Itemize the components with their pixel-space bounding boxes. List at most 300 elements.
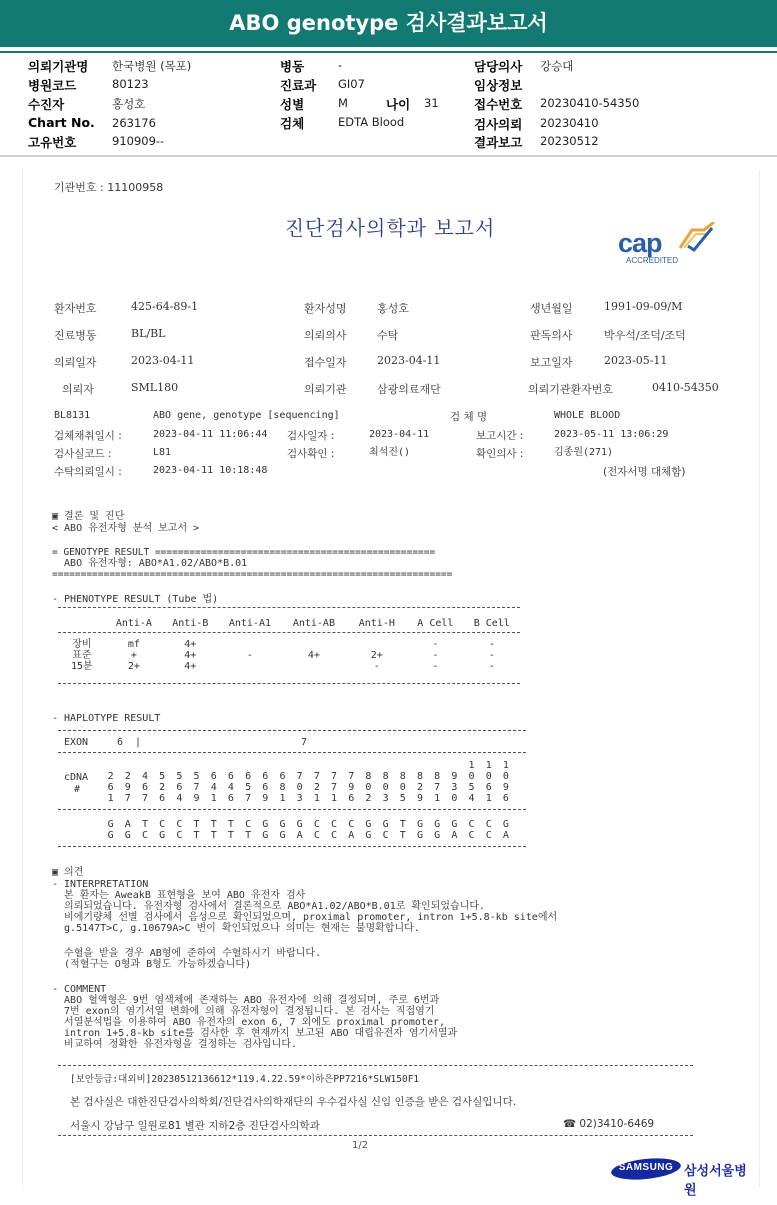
collect-value: 2023-04-11 11:06:44: [153, 429, 268, 440]
security-line: [보안등급:대외비]20230512136612*119.4.22.59*이하은PP7216*SLW150F1: [70, 1074, 420, 1085]
specimen-label: 검 체 명: [450, 411, 488, 423]
cdna-digit: [119, 760, 136, 771]
allele-base: T: [141, 819, 148, 830]
phenotype-cell: -: [246, 650, 253, 661]
cdna-row: [102, 793, 515, 804]
cdna-digit: 1: [468, 760, 475, 771]
phenotype-heading: - PHENOTYPE RESULT (Tube 법): [52, 594, 219, 605]
phenotype-col-header: Anti-H: [358, 618, 395, 629]
allele-base: C: [348, 819, 355, 830]
report-title: 진단검사의학과 보고서: [284, 216, 496, 240]
samsung-hospital-logo: [610, 1157, 750, 1198]
cdna-digit: 0: [502, 771, 509, 782]
info-label: 검체: [280, 116, 305, 131]
cdna-digit: 7: [124, 793, 131, 804]
patient-label: 접수일자: [304, 356, 347, 369]
rule: [58, 607, 520, 608]
patient-value: 2023-04-11: [131, 354, 195, 367]
phenotype-cell: 15분: [71, 661, 93, 672]
cdna-digit: [205, 760, 222, 771]
allele-base: T: [193, 819, 200, 830]
cdna-digit: 1: [434, 793, 441, 804]
rule: [58, 752, 526, 753]
allele-table: [102, 819, 515, 841]
cdna-digit: 9: [124, 782, 131, 793]
comment-line: 7번 exon의 염기서열 변화에 의해 유전자형이 결정됩니다. 본 검사는 직접염기: [52, 1006, 435, 1017]
phenotype-cell: 표준: [72, 650, 92, 661]
cdna-digit: 1: [502, 760, 509, 771]
exam-date-value: 2023-04-11: [369, 429, 430, 440]
allele-base: C: [159, 819, 166, 830]
phenotype-cell: -: [488, 661, 495, 672]
cdna-digit: 2: [124, 771, 131, 782]
info-value: 910909--: [112, 134, 165, 148]
consign-label: 수탁의뢰일시 :: [54, 466, 122, 478]
cdna-digit: 6: [279, 771, 286, 782]
cdna-digit: 6: [502, 793, 509, 804]
cdna-hash: #: [74, 784, 81, 795]
genotype-end-rule: ======================================================================: [52, 569, 453, 580]
cdna-digit: 4: [141, 771, 148, 782]
table-row: [58, 650, 520, 661]
allele-base: T: [210, 819, 217, 830]
cdna-digit: 6: [159, 793, 166, 804]
allele-base: A: [502, 830, 509, 841]
info-label: 담당의사: [474, 59, 523, 74]
cdna-digit: [394, 760, 411, 771]
cdna-digit: [222, 760, 239, 771]
cdna-digit: 6: [348, 793, 355, 804]
allele-base: G: [451, 819, 458, 830]
phenotype-cell: 2+: [370, 650, 383, 661]
cdna-digit: 6: [262, 782, 269, 793]
comment-heading: - COMMENT: [52, 984, 107, 995]
info-value: -: [338, 58, 343, 72]
phenotype-col-header: Anti-B: [172, 618, 209, 629]
cdna-digit: [274, 760, 291, 771]
cdna-digit: 8: [434, 771, 441, 782]
cdna-digit: [154, 760, 171, 771]
test-name: ABO gene, genotype [sequencing]: [153, 410, 340, 421]
cdna-digit: 1: [279, 793, 286, 804]
phenotype-cell: [346, 639, 407, 650]
allele-base: T: [227, 830, 234, 841]
cdna-digit: 8: [382, 771, 389, 782]
cdna-digit: 6: [210, 771, 217, 782]
allele-base: A: [451, 830, 458, 841]
patient-value: 0410-54350: [652, 381, 719, 394]
allele-base: C: [468, 819, 475, 830]
cdna-digit: 1: [313, 793, 320, 804]
cdna-digit: [136, 760, 153, 771]
cdna-digit: [308, 760, 325, 771]
cdna-digit: [360, 760, 377, 771]
phenotype-cell: 4+: [184, 650, 197, 661]
allele-base: A: [348, 830, 355, 841]
phenotype-cell: [281, 639, 346, 650]
phenotype-col-header: Anti-AB: [292, 618, 335, 629]
cdna-digit: 7: [141, 793, 148, 804]
phenotype-cell: -: [488, 639, 495, 650]
allele-base: G: [279, 830, 286, 841]
phenotype-col-header: Anti-A1: [228, 618, 271, 629]
comment-line: 비교하여 정확한 유전자형을 결정하는 검사입니다.: [52, 1039, 298, 1050]
room-label: 검사실코드 :: [54, 448, 112, 460]
opinion-heading: ▣ 의견: [52, 867, 84, 878]
cdna-digit: 1: [331, 793, 338, 804]
interpretation-line: g.5147T>C, g.10679A>C 변이 확인되었으나 의미는 현재는 불명확합니다.: [52, 923, 420, 934]
cdna-digit: 7: [313, 771, 320, 782]
age-value: 31: [424, 96, 439, 110]
allele-base: G: [124, 830, 131, 841]
comment-line: ABO 혈액형은 9번 염색체에 존재하는 ABO 유전자에 의해 결정되며, 주로 6번과: [52, 995, 440, 1006]
phenotype-col-header: B Cell: [473, 618, 510, 629]
phenotype-col-header: Anti-A: [115, 618, 152, 629]
patient-value: 홍성호: [377, 302, 409, 315]
cdna-digit: 9: [416, 793, 423, 804]
rule: [58, 1135, 693, 1136]
cdna-digit: 8: [399, 771, 406, 782]
cdna-digit: 5: [245, 782, 252, 793]
haplotype-heading: - HAPLOTYPE RESULT: [52, 713, 161, 724]
table-row: [58, 661, 520, 672]
cdna-digit: 6: [485, 782, 492, 793]
info-value: 263176: [112, 116, 156, 130]
cdna-digit: [188, 760, 205, 771]
cdna-digit: 6: [227, 771, 234, 782]
phenotype-table: [58, 618, 520, 672]
cdna-digit: 6: [107, 782, 114, 793]
comment-line: 서열분석법을 이용하여 ABO 유전자의 exon 6, 7 외에도 proximal promoter,: [52, 1017, 445, 1028]
allele-row: [102, 819, 515, 830]
cdna-digit: 3: [296, 793, 303, 804]
phenotype-cell: -: [488, 650, 495, 661]
result-subheading: < ABO 유전자형 분석 보고서 >: [52, 523, 200, 534]
patient-value: 425-64-89-1: [131, 300, 199, 313]
info-value: 20230410-54350: [540, 96, 640, 110]
info-value: EDTA Blood: [338, 115, 405, 129]
cdna-digit: 0: [296, 782, 303, 793]
allele-base: C: [176, 819, 183, 830]
patient-label: 의뢰자: [62, 383, 94, 396]
cdna-digit: 0: [451, 793, 458, 804]
cdna-digit: [171, 760, 188, 771]
phenotype-col-header: A Cell: [417, 618, 454, 629]
cdna-digit: 4: [227, 782, 234, 793]
allele-base: G: [107, 830, 114, 841]
allele-base: C: [141, 830, 148, 841]
exon-6-marker: 6 |: [117, 737, 142, 748]
cdna-digit: 4: [176, 793, 183, 804]
cdna-digit: 7: [331, 782, 338, 793]
exam-date-label: 검사일자 :: [287, 430, 335, 442]
exon-label: EXON: [64, 737, 89, 748]
patient-label: 생년월일: [530, 302, 573, 315]
cdna-digit: 0: [382, 782, 389, 793]
info-value: 80123: [112, 77, 149, 91]
allele-base: C: [485, 830, 492, 841]
cdna-row: [102, 782, 515, 793]
cdna-digit: 4: [210, 782, 217, 793]
patient-label: 의뢰일자: [54, 356, 97, 369]
cdna-digit: 9: [193, 793, 200, 804]
allele-base: T: [210, 830, 217, 841]
info-label: 병원코드: [28, 78, 77, 93]
patient-value: 박우석/조덕/조덕: [604, 329, 686, 342]
comment-line: intron 1+5.8-kb site를 검사한 후 현재까지 보고된 ABO 대립유전자 염기서열과: [52, 1028, 458, 1039]
cdna-digit: 8: [365, 771, 372, 782]
cdna-digit: [325, 760, 342, 771]
rule: [58, 730, 526, 731]
exon-7-marker: 7: [301, 737, 308, 748]
info-label: Chart No.: [28, 115, 95, 130]
phenotype-cell: 2+: [127, 661, 140, 672]
cdna-digit: 9: [262, 793, 269, 804]
rule: [58, 846, 526, 847]
cdna-digit: 5: [193, 771, 200, 782]
collect-label: 검체채취일시 :: [54, 430, 122, 442]
info-label: 검사의뢰: [474, 117, 523, 132]
allele-base: C: [245, 819, 252, 830]
allele-base: G: [502, 819, 509, 830]
info-value: 강승대: [540, 59, 574, 73]
info-label: 결과보고: [474, 135, 523, 150]
phenotype-cell: mf: [127, 639, 140, 650]
cdna-digit: [429, 760, 446, 771]
cap-accredited-logo: [618, 222, 718, 268]
interpretation-line: 비에기량체 선별 검사에서 음성으로 확인되었으며, proximal promoter, intron 1+5.8-kb site에서: [52, 912, 558, 923]
cdna-digit: [102, 760, 119, 771]
cdna-digit: [257, 760, 274, 771]
cdna-digit: 5: [468, 782, 475, 793]
cdna-digit: 6: [141, 782, 148, 793]
cdna-digit: 0: [485, 771, 492, 782]
cdna-digit: 2: [159, 782, 166, 793]
test-code: BL8131: [54, 410, 91, 421]
interpretation-line: 의뢰되었습니다. 유전자형 검사에서 결론적으로 ABO*A1.02/ABO*B.01로 확인되었습니다.: [52, 901, 486, 912]
interpretation-line: 수혈을 받을 경우 AB형에 준하여 수혈하시기 바랍니다.: [52, 948, 322, 959]
header-divider: [0, 51, 777, 53]
cdna-digit: 7: [296, 771, 303, 782]
cdna-digit: 5: [176, 771, 183, 782]
cdna-digit: 0: [365, 782, 372, 793]
patient-label: 의뢰의사: [304, 329, 347, 342]
rule: [58, 809, 526, 810]
cdna-row: [102, 760, 515, 771]
cdna-digit: 3: [451, 782, 458, 793]
phone-text: ☎ 02)3410-6469: [563, 1118, 655, 1130]
address-text: 서울시 강남구 일원로81 별관 지하2층 진단검사의학과: [70, 1120, 320, 1132]
phenotype-cell: [281, 661, 346, 672]
samsung-text: SAMSUNG: [618, 1162, 674, 1173]
cdna-digit: 8: [279, 782, 286, 793]
cdna-digit: 7: [434, 782, 441, 793]
genotype-heading: = GENOTYPE RESULT =================================================: [52, 547, 436, 558]
allele-base: A: [124, 819, 131, 830]
allele-base: A: [296, 830, 303, 841]
interpretation-line: 본 환자는 AweakB 표현형을 보여 ABO 유전자 검사: [52, 890, 306, 901]
consign-value: 2023-04-11 10:18:48: [153, 465, 268, 476]
allele-base: G: [382, 819, 389, 830]
allele-base: C: [313, 819, 320, 830]
info-value: M: [338, 96, 348, 110]
allele-base: C: [331, 819, 338, 830]
info-value: 20230410: [540, 116, 599, 130]
cdna-digit: 1: [485, 760, 492, 771]
cdna-digit: 9: [451, 771, 458, 782]
cdna-digit: 9: [348, 782, 355, 793]
allele-base: G: [279, 819, 286, 830]
allele-base: G: [434, 830, 441, 841]
cdna-digit: 7: [331, 771, 338, 782]
patient-label: 의뢰기관: [304, 383, 347, 396]
table-row: [58, 639, 520, 650]
phenotype-cell: -: [432, 639, 439, 650]
genotype-result: ABO 유전자형: ABO*A1.02/ABO*B.01: [52, 558, 248, 569]
interpretation-heading: - INTERPRETATION: [52, 879, 149, 890]
cdna-digit: 6: [245, 771, 252, 782]
confirm-value: 최석진(): [369, 447, 411, 458]
cdna-digit: 6: [262, 771, 269, 782]
allele-base: G: [434, 819, 441, 830]
allele-base: C: [468, 830, 475, 841]
phenotype-cell: 4+: [307, 650, 320, 661]
cdna-digit: 8: [416, 771, 423, 782]
cdna-digit: 2: [107, 771, 114, 782]
confirm-doc-label: 확인의사 :: [476, 448, 524, 460]
info-label: 수진자: [28, 97, 65, 112]
info-label: 의뢰기관명: [28, 59, 89, 74]
cdna-digit: [446, 760, 463, 771]
info-label: 접수번호: [474, 97, 523, 112]
patient-value: SML180: [131, 381, 179, 394]
phenotype-cell: 4+: [184, 639, 197, 650]
org-number: 기관번호 : 11100958: [54, 181, 164, 194]
phenotype-cell: 장비: [72, 639, 92, 650]
page-number: 1/2: [352, 1140, 369, 1151]
cdna-digit: [291, 760, 308, 771]
allele-base: T: [193, 830, 200, 841]
page-title: ABO genotype 검사결과보고서: [229, 11, 548, 35]
cdna-digit: 7: [348, 771, 355, 782]
info-value: 홍성호: [112, 97, 146, 111]
rule: [58, 1065, 693, 1066]
section-divider: [0, 155, 777, 157]
phenotype-header-row: [58, 618, 520, 629]
patient-label: 보고일자: [530, 356, 573, 369]
cdna-digit: 9: [502, 782, 509, 793]
patient-label: 의뢰기관환자번호: [528, 383, 614, 396]
allele-base: G: [159, 830, 166, 841]
cdna-digit: 1: [107, 793, 114, 804]
cdna-row: [102, 771, 515, 782]
cdna-digit: 6: [227, 793, 234, 804]
confirm-doc-value: 김종원(271): [554, 447, 614, 458]
specimen-value: WHOLE BLOOD: [554, 410, 621, 421]
interpretation-line: (적혈구는 O형과 B형도 가능하겠습니다): [52, 959, 252, 970]
allele-base: G: [107, 819, 114, 830]
cdna-digit: 7: [193, 782, 200, 793]
allele-base: G: [416, 819, 423, 830]
cdna-digit: 1: [485, 793, 492, 804]
patient-label: 판독의사: [530, 329, 573, 342]
room-value: L81: [153, 447, 172, 458]
cdna-digit: [343, 760, 360, 771]
allele-base: G: [365, 830, 372, 841]
cdna-digit: 2: [416, 782, 423, 793]
result-heading: ▣ 결론 및 진단: [52, 511, 125, 522]
allele-row: [102, 830, 515, 841]
patient-value: 2023-04-11: [377, 354, 441, 367]
patient-value: 1991-09-09/M: [604, 300, 683, 313]
phenotype-cell: [218, 639, 281, 650]
allele-base: G: [262, 830, 269, 841]
patient-value: 2023-05-11: [604, 354, 668, 367]
confirm-label: 검사확인 :: [287, 448, 335, 460]
cdna-label: cDNA: [64, 772, 89, 783]
phenotype-cell: -: [432, 650, 439, 661]
allele-base: C: [331, 830, 338, 841]
phenotype-cell: -: [432, 661, 439, 672]
rule: [58, 683, 520, 684]
rule: [58, 632, 520, 633]
patient-label: 진료병동: [54, 329, 97, 342]
info-value: GI07: [338, 77, 365, 91]
cdna-digit: 5: [399, 793, 406, 804]
cdna-digit: 6: [176, 782, 183, 793]
phenotype-cell: [218, 661, 281, 672]
report-time-label: 보고시간 :: [476, 430, 524, 442]
allele-base: G: [296, 819, 303, 830]
allele-base: G: [262, 819, 269, 830]
patient-value: BL/BL: [131, 327, 166, 340]
info-label: 병동: [280, 59, 305, 74]
allele-base: T: [245, 830, 252, 841]
esign-note: (전자서명 대체함): [603, 466, 686, 478]
allele-base: T: [227, 819, 234, 830]
info-label: 임상정보: [474, 78, 523, 93]
allele-base: C: [485, 819, 492, 830]
cap-logo-text: cap: [618, 228, 662, 258]
info-label: 고유번호: [28, 135, 77, 150]
patient-value: 수탁: [377, 329, 399, 342]
info-value: 한국병원 (목포): [112, 59, 192, 73]
cdna-digit: 5: [159, 771, 166, 782]
phenotype-col-header: [58, 618, 106, 629]
cdna-digit: 4: [468, 793, 475, 804]
phenotype-cell: -: [373, 661, 380, 672]
allele-base: G: [416, 830, 423, 841]
cdna-digit: [377, 760, 394, 771]
cap-logo-sub: ACCREDITED: [626, 256, 679, 265]
cdna-digit: 3: [382, 793, 389, 804]
cdna-table: [102, 760, 515, 804]
allele-base: T: [399, 819, 406, 830]
phenotype-cell: +: [130, 650, 137, 661]
cdna-digit: 0: [399, 782, 406, 793]
allele-base: C: [382, 830, 389, 841]
info-label: 진료과: [280, 78, 317, 93]
hospital-name: 삼성서울병원: [684, 1164, 747, 1198]
cdna-digit: 2: [365, 793, 372, 804]
cdna-digit: 7: [245, 793, 252, 804]
certification-text: 본 검사실은 대한진단검사의학회/진단검사의학재단의 우수검사실 신임 인증을 받은 검사실입니다.: [70, 1096, 517, 1108]
allele-base: C: [176, 830, 183, 841]
patient-label: 환자번호: [54, 302, 97, 315]
age-label: 나이: [386, 97, 411, 112]
cdna-digit: 2: [313, 782, 320, 793]
patient-value: 삼광의료재단: [377, 383, 441, 396]
